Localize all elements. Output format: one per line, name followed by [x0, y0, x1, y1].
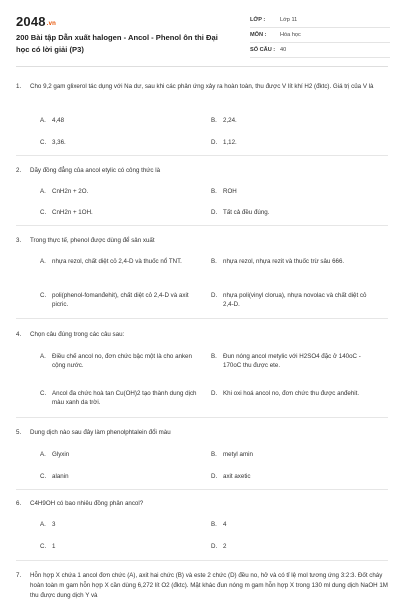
- option-letter: C.: [40, 209, 47, 216]
- option-text: 4,48: [52, 117, 65, 124]
- option-5b[interactable]: [211, 450, 371, 459]
- option-letter: A.: [40, 521, 46, 528]
- option-letter: A.: [40, 117, 46, 124]
- option-1a[interactable]: [40, 116, 190, 125]
- option-6a[interactable]: [40, 520, 190, 529]
- question-divider: [16, 225, 388, 226]
- option-2a[interactable]: [40, 187, 190, 196]
- question-divider: [16, 155, 388, 156]
- question-1: [16, 82, 388, 92]
- option-text: CnH2n + 1OH.: [52, 209, 93, 216]
- question-7: [16, 571, 388, 600]
- option-text: nhựa rezol, chất diệt cỏ 2,4-D và thuốc nổ TNT.: [52, 258, 182, 265]
- option-letter: A.: [40, 451, 46, 458]
- question-divider: [16, 560, 388, 561]
- option-4b[interactable]: [211, 352, 376, 370]
- option-text: 2,24.: [223, 117, 237, 124]
- option-letter: B.: [211, 521, 217, 528]
- question-text: Dãy đồng đẳng của ancol etylic có công thức là: [30, 167, 161, 174]
- option-text: axit axetic: [223, 473, 251, 480]
- question-number: 7.: [16, 572, 22, 579]
- option-4c[interactable]: [40, 389, 205, 407]
- option-letter: C.: [40, 390, 47, 397]
- meta-label: SỐ CÂU :: [250, 47, 276, 53]
- option-letter: C.: [40, 543, 47, 550]
- option-text: Khi oxi hoá ancol no, đơn chức thu được anđehit.: [223, 390, 360, 397]
- option-2c[interactable]: [40, 208, 190, 217]
- question-number: 6.: [16, 500, 22, 507]
- option-letter: A.: [40, 258, 46, 265]
- logo-suffix: .vn: [46, 21, 57, 27]
- question-3: [16, 236, 388, 246]
- option-3a[interactable]: [40, 257, 205, 266]
- option-1b[interactable]: [211, 116, 371, 125]
- meta-row-count: [250, 43, 390, 58]
- option-letter: D.: [211, 292, 218, 299]
- option-letter: C.: [40, 292, 47, 299]
- question-text: Cho 9,2 gam glixerol tác dụng với Na dư, sau khi các phản ứng xảy ra hoàn toàn, thu được V lít khí H2 (đktc). Giá trị của V là: [30, 83, 374, 90]
- option-text: 4: [223, 521, 227, 528]
- option-letter: D.: [211, 139, 218, 146]
- option-6b[interactable]: [211, 520, 371, 529]
- question-text: C4H9OH có bao nhiêu đồng phân ancol?: [30, 500, 144, 507]
- meta-value: 40: [280, 47, 287, 53]
- option-letter: C.: [40, 139, 47, 146]
- question-text: Dung dịch nào sau đây làm phenolphtalein đổi màu: [30, 429, 171, 436]
- option-text: Glyxin: [52, 451, 70, 458]
- option-text: Ancol đa chức hoà tan Cu(OH)2 tạo thành dung dịch màu xanh da trời.: [52, 390, 197, 406]
- option-letter: A.: [40, 188, 46, 195]
- question-divider: [16, 417, 388, 418]
- option-3c[interactable]: [40, 291, 205, 309]
- option-text: ROH: [223, 188, 237, 195]
- option-text: 1,12.: [223, 139, 237, 146]
- meta-row-grade: [250, 13, 390, 28]
- meta-value: Hóa học: [280, 32, 301, 38]
- option-text: Điều chế ancol no, đơn chức bậc một là cho anken cộng nước.: [52, 353, 192, 369]
- option-4d[interactable]: [211, 389, 376, 398]
- option-2d[interactable]: [211, 208, 371, 217]
- question-number: 2.: [16, 167, 22, 174]
- option-letter: C.: [40, 473, 47, 480]
- option-letter: D.: [211, 390, 218, 397]
- option-3b[interactable]: [211, 257, 376, 266]
- option-text: alanin: [52, 473, 69, 480]
- header-divider: [16, 66, 388, 67]
- question-divider: [16, 489, 388, 490]
- option-letter: A.: [40, 353, 46, 360]
- meta-label: LỚP :: [250, 17, 266, 23]
- option-text: 3,36.: [52, 139, 66, 146]
- meta-value: Lớp 11: [280, 17, 298, 23]
- option-6d[interactable]: [211, 542, 371, 551]
- question-text: Hỗn hợp X chứa 1 ancol đơn chức (A), axit hai chức (B) và este 2 chức (D) đều no, hở và có tỉ lệ mol tương ứng 3:2:3. Đốt cháy hoàn toàn m gam hỗn hợp X cần dùng 6,272 lít O2 (đktc). Mặt khác đun nóng m gam hỗn hợp X trong 130 ml dung dịch NaOH 1M thu được dung dịch Y và: [30, 572, 388, 599]
- option-text: poli(phenol-fomanđehit), chất diệt cỏ 2,4-D và axit picric.: [52, 292, 189, 308]
- question-number: 1.: [16, 83, 22, 90]
- question-number: 5.: [16, 429, 22, 436]
- option-4a[interactable]: [40, 352, 205, 370]
- option-letter: B.: [211, 353, 217, 360]
- option-3d[interactable]: [211, 291, 376, 309]
- option-letter: B.: [211, 451, 217, 458]
- option-letter: B.: [211, 188, 217, 195]
- option-text: nhựa rezol, nhựa rezit và thuốc trừ sâu 666.: [223, 258, 345, 265]
- quiz-meta: [250, 13, 390, 58]
- option-5c[interactable]: [40, 472, 190, 481]
- option-letter: D.: [211, 473, 218, 480]
- question-number: 3.: [16, 237, 22, 244]
- option-text: Tất cả đều đúng.: [223, 209, 270, 216]
- question-6: [16, 499, 388, 509]
- option-6c[interactable]: [40, 542, 190, 551]
- option-2b[interactable]: [211, 187, 371, 196]
- option-text: 3: [52, 521, 56, 528]
- question-text: Trong thực tế, phenol được dùng để sản xuất: [30, 237, 155, 244]
- question-4: [16, 330, 388, 340]
- option-text: 2: [223, 543, 227, 550]
- question-number: 4.: [16, 331, 22, 338]
- question-text: Chọn câu đúng trong các câu sau:: [30, 331, 125, 338]
- option-text: CnH2n + 2O.: [52, 188, 89, 195]
- option-letter: D.: [211, 543, 218, 550]
- page-title: 200 Bài tập Dẫn xuất halogen - Ancol - Phenol ôn thi Đại học có lời giải (P3): [16, 33, 218, 54]
- question-divider: [16, 318, 388, 319]
- option-text: nhựa poli(vinyl clorua), nhựa novolac và chất diệt cỏ 2,4-D.: [223, 292, 367, 308]
- logo-text: 2048: [16, 14, 46, 29]
- option-5a[interactable]: [40, 450, 190, 459]
- option-text: 1: [52, 543, 56, 550]
- option-letter: D.: [211, 209, 218, 216]
- meta-row-subject: [250, 28, 390, 43]
- option-1d[interactable]: [211, 138, 371, 147]
- option-5d[interactable]: [211, 472, 371, 481]
- question-5: [16, 428, 388, 438]
- option-text: metyl amin: [223, 451, 253, 458]
- option-letter: B.: [211, 117, 217, 124]
- option-letter: B.: [211, 258, 217, 265]
- meta-label: MÔN :: [250, 32, 267, 38]
- option-1c[interactable]: [40, 138, 190, 147]
- site-logo[interactable]: [16, 14, 56, 29]
- question-2: [16, 166, 388, 176]
- option-text: Đun nóng ancol metylic với H2SO4 đặc ở 140oC - 170oC thu được ete.: [223, 353, 361, 369]
